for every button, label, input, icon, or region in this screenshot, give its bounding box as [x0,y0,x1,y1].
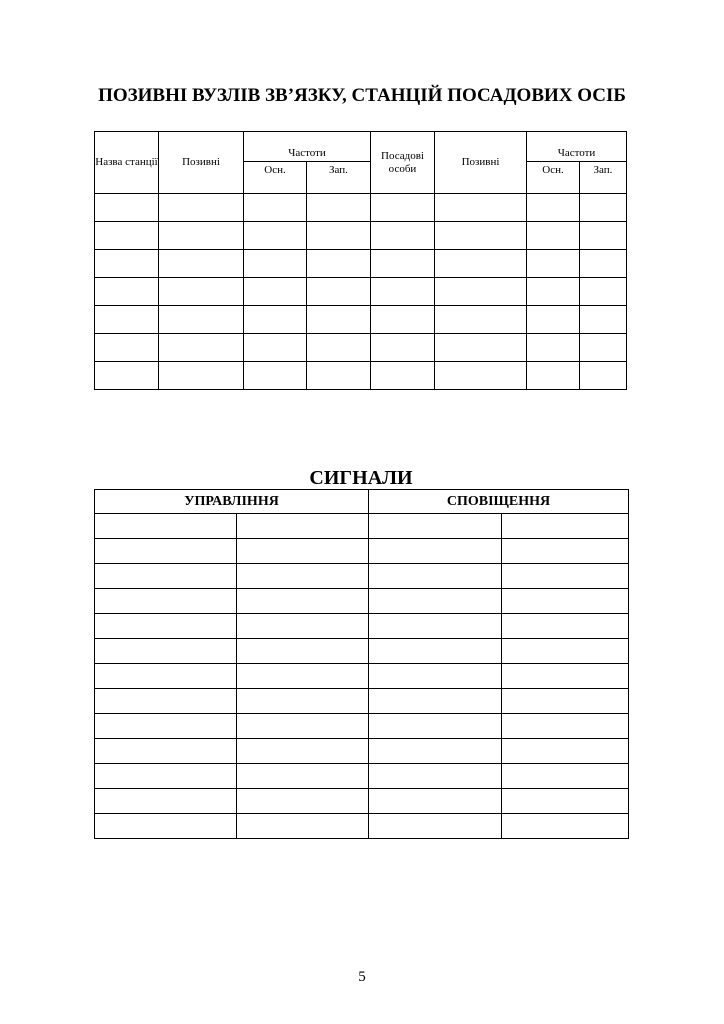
empty-cell[interactable] [95,714,237,739]
empty-cell[interactable] [95,514,237,539]
empty-cell[interactable] [237,564,369,589]
empty-cell[interactable] [95,739,237,764]
empty-cell[interactable] [95,764,237,789]
empty-cell[interactable] [369,539,502,564]
empty-cell[interactable] [95,194,159,222]
empty-cell[interactable] [95,222,159,250]
table-row [95,664,629,689]
empty-cell[interactable] [502,589,629,614]
empty-cell[interactable] [95,664,237,689]
empty-cell[interactable] [307,278,371,306]
empty-cell[interactable] [371,194,435,222]
empty-cell[interactable] [159,306,244,334]
empty-cell[interactable] [95,334,159,362]
empty-cell[interactable] [369,764,502,789]
empty-cell[interactable] [237,714,369,739]
empty-cell[interactable] [95,639,237,664]
empty-cell[interactable] [244,334,307,362]
empty-cell[interactable] [95,814,237,839]
signals-header-row [95,490,629,514]
empty-cell[interactable] [237,764,369,789]
empty-cell[interactable] [502,689,629,714]
empty-cell[interactable] [435,250,527,278]
empty-cell[interactable] [307,222,371,250]
table-row [95,194,627,222]
table-row [95,514,629,539]
empty-cell[interactable] [502,764,629,789]
empty-cell[interactable] [369,714,502,739]
empty-cell[interactable] [502,514,629,539]
empty-cell[interactable] [371,250,435,278]
table-row [95,539,629,564]
header-main-frequency-2: Осн. [527,162,580,194]
empty-cell[interactable] [435,334,527,362]
empty-cell[interactable] [95,306,159,334]
page-title: ПОЗИВНІ ВУЗЛІВ ЗВ’ЯЗКУ, СТАНЦІЙ ПОСАДОВИХ ОСІБ [98,85,626,106]
header-frequencies: Частоти [244,132,371,162]
empty-cell[interactable] [95,614,237,639]
empty-cell[interactable] [244,278,307,306]
empty-cell[interactable] [435,222,527,250]
empty-cell[interactable] [527,194,580,222]
empty-cell[interactable] [369,564,502,589]
empty-cell[interactable] [159,334,244,362]
empty-cell[interactable] [237,739,369,764]
empty-cell[interactable] [369,514,502,539]
empty-cell[interactable] [580,194,627,222]
empty-cell[interactable] [244,250,307,278]
header-station-name: Назва станції [95,132,159,194]
table-row [95,250,627,278]
empty-cell[interactable] [369,789,502,814]
table-row [95,789,629,814]
table-row [95,362,627,390]
empty-cell[interactable] [369,589,502,614]
empty-cell[interactable] [95,278,159,306]
empty-cell[interactable] [95,250,159,278]
empty-cell[interactable] [159,278,244,306]
empty-cell[interactable] [527,334,580,362]
empty-cell[interactable] [244,222,307,250]
empty-cell[interactable] [371,362,435,390]
table-row [95,814,629,839]
empty-cell[interactable] [159,222,244,250]
empty-cell[interactable] [237,814,369,839]
empty-cell[interactable] [307,194,371,222]
empty-cell[interactable] [95,564,237,589]
callsign-header-row [95,132,627,162]
empty-cell[interactable] [244,362,307,390]
empty-cell[interactable] [307,362,371,390]
empty-cell[interactable] [244,306,307,334]
empty-cell[interactable] [159,194,244,222]
empty-cell[interactable] [371,278,435,306]
callsign-table [94,131,627,390]
empty-cell[interactable] [307,334,371,362]
table-row [95,278,627,306]
empty-cell[interactable] [237,789,369,814]
header-frequencies-2: Частоти [527,132,627,162]
header-control: УПРАВЛІННЯ [95,490,369,514]
empty-cell[interactable] [527,278,580,306]
table-row [95,334,627,362]
header-callsigns-2: Позивні [435,132,527,194]
empty-cell[interactable] [527,222,580,250]
header-callsigns: Позивні [159,132,244,194]
empty-cell[interactable] [237,639,369,664]
empty-cell[interactable] [369,689,502,714]
empty-cell[interactable] [435,278,527,306]
empty-cell[interactable] [580,278,627,306]
empty-cell[interactable] [159,250,244,278]
empty-cell[interactable] [237,514,369,539]
table-row [95,639,629,664]
table-row [95,764,629,789]
empty-cell[interactable] [369,614,502,639]
empty-cell[interactable] [237,614,369,639]
empty-cell[interactable] [502,789,629,814]
empty-cell[interactable] [580,334,627,362]
empty-cell[interactable] [502,739,629,764]
empty-cell[interactable] [502,714,629,739]
empty-cell[interactable] [527,306,580,334]
empty-cell[interactable] [307,250,371,278]
empty-cell[interactable] [237,589,369,614]
empty-cell[interactable] [502,614,629,639]
empty-cell[interactable] [237,539,369,564]
empty-cell[interactable] [369,814,502,839]
empty-cell[interactable] [502,664,629,689]
empty-cell[interactable] [580,250,627,278]
header-reserve-frequency: Зап. [307,162,371,194]
signals-table [94,489,629,839]
empty-cell[interactable] [435,362,527,390]
callsign-body [95,194,627,390]
empty-cell[interactable] [502,539,629,564]
empty-cell[interactable] [237,689,369,714]
table-row [95,739,629,764]
empty-cell[interactable] [159,362,244,390]
header-notification: СПОВІЩЕННЯ [369,490,629,514]
empty-cell[interactable] [95,789,237,814]
empty-cell[interactable] [371,222,435,250]
table-row [95,689,629,714]
empty-cell[interactable] [580,362,627,390]
table-row [95,564,629,589]
empty-cell[interactable] [435,194,527,222]
header-officials: Посадові особи [371,132,435,194]
empty-cell[interactable] [95,362,159,390]
empty-cell[interactable] [502,639,629,664]
empty-cell[interactable] [95,689,237,714]
empty-cell[interactable] [95,589,237,614]
empty-cell[interactable] [307,306,371,334]
empty-cell[interactable] [371,306,435,334]
empty-cell[interactable] [244,194,307,222]
empty-cell[interactable] [502,814,629,839]
empty-cell[interactable] [369,639,502,664]
signals-body [95,514,629,839]
empty-cell[interactable] [371,334,435,362]
empty-cell[interactable] [527,362,580,390]
table-row [95,614,629,639]
empty-cell[interactable] [95,539,237,564]
empty-cell[interactable] [237,664,369,689]
table-row [95,306,627,334]
table-row [95,222,627,250]
table-row [95,589,629,614]
empty-cell[interactable] [435,306,527,334]
empty-cell[interactable] [369,664,502,689]
page-number: 5 [358,969,366,985]
empty-cell[interactable] [502,564,629,589]
header-reserve-frequency-2: Зап. [580,162,627,194]
table-row [95,714,629,739]
header-main-frequency: Осн. [244,162,307,194]
empty-cell[interactable] [580,222,627,250]
signals-title: СИГНАЛИ [309,467,413,489]
empty-cell[interactable] [369,739,502,764]
empty-cell[interactable] [580,306,627,334]
empty-cell[interactable] [527,250,580,278]
